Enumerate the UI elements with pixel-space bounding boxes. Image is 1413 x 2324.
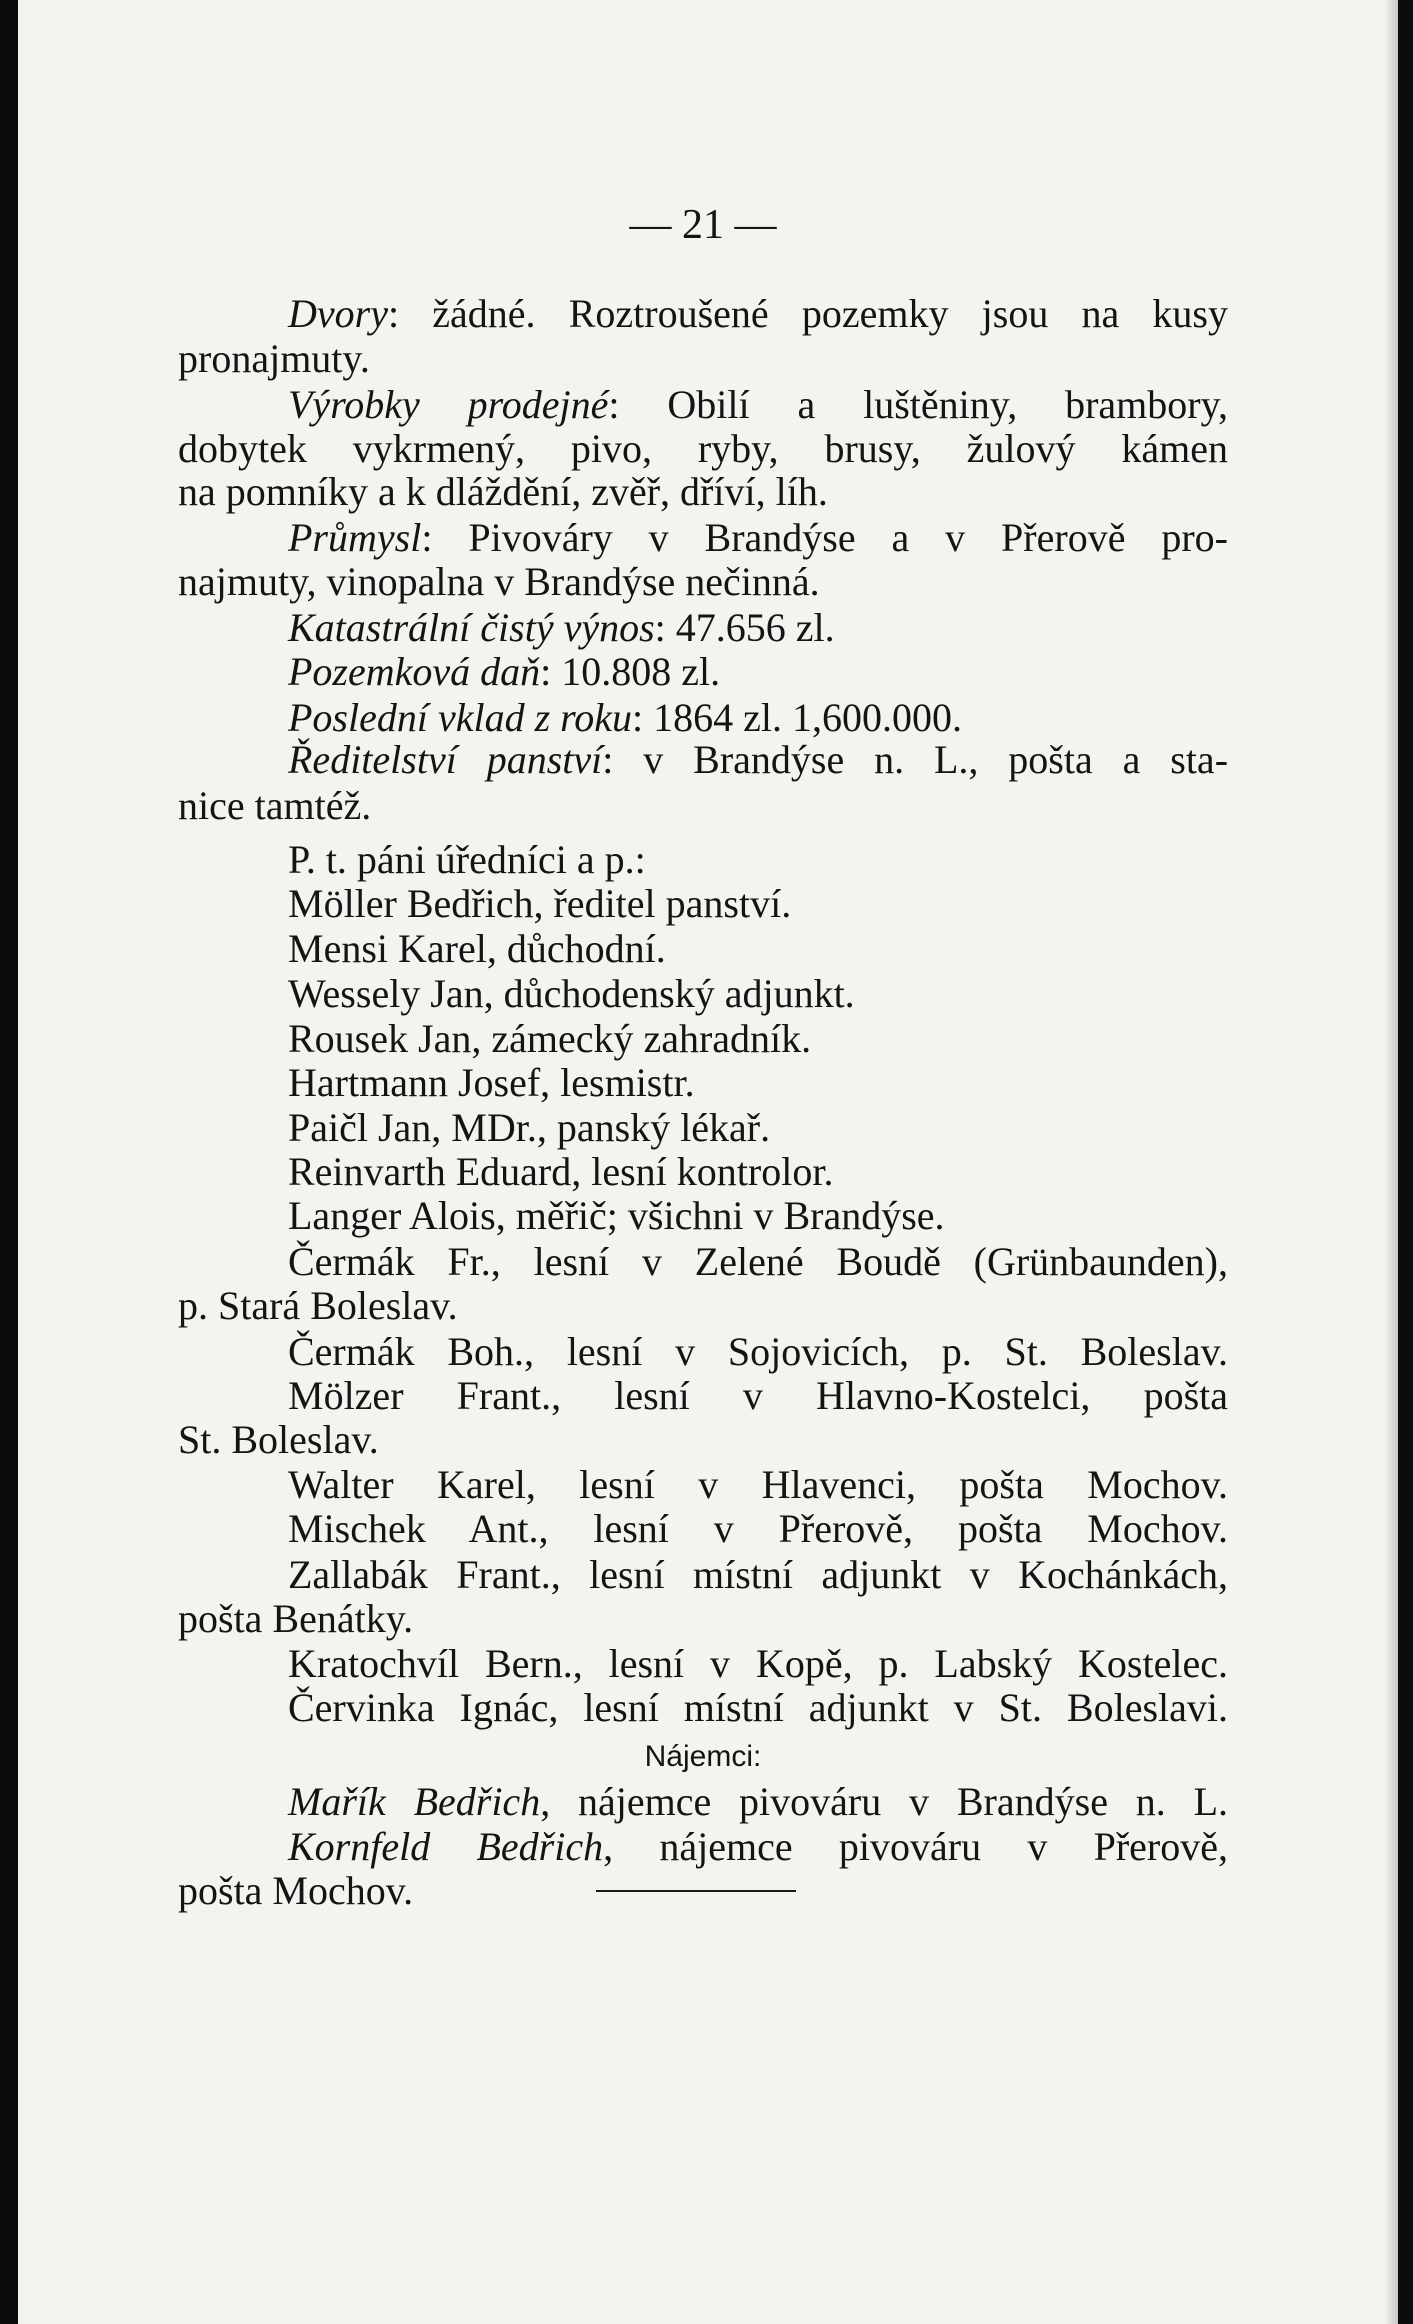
- lines-text: Mölzer Frant., lesní v Hlavno-Kostelci, pošta: [288, 1373, 1228, 1418]
- lines-line: [288, 838, 646, 882]
- lines-text: Zallabák Frant., lesní místní adjunkt v Kochánkách,: [288, 1552, 1228, 1597]
- lines-text: : 47.656 zl.: [654, 605, 835, 650]
- lines-line: [178, 1284, 458, 1328]
- lines-italic-term: Výrobky prodejné: [288, 382, 609, 427]
- najemci_lines-line: [288, 1780, 1228, 1824]
- lines-line: [288, 927, 666, 971]
- lines-italic-term: Katastrální čistý výnos: [288, 605, 655, 650]
- lines-line: [288, 696, 962, 740]
- lines-text: Langer Alois, měřič; všichni v Brandýse.: [288, 1193, 945, 1238]
- lines-line: [288, 650, 720, 694]
- lines-text: Mensi Karel, důchodní.: [288, 926, 666, 971]
- lines-text: pronajmuty.: [178, 336, 370, 381]
- lines-text: najmuty, vinopalna v Brandýse nečinná.: [178, 559, 820, 604]
- lines-text: Reinvarth Eduard, lesní kontrolor.: [288, 1149, 834, 1194]
- najemci_lines-line: [178, 1869, 413, 1913]
- lines-text: : Obilí a luštěniny, brambory,: [608, 382, 1228, 427]
- lines-line: [178, 427, 1228, 471]
- lines-text: Čermák Fr., lesní v Zelené Boudě (Grünbaunden),: [288, 1239, 1228, 1284]
- lines-line: [178, 784, 371, 828]
- najemci_lines-italic-term: Kornfeld Bedřich: [288, 1824, 604, 1869]
- lines-line: [178, 470, 828, 514]
- lines-text: Möller Bedřich, ředitel panství.: [288, 881, 792, 926]
- lines-text: Kratochvíl Bern., lesní v Kopě, p. Labský Kostelec.: [288, 1641, 1228, 1686]
- najemci_lines-italic-term: Mařík Bedřich: [288, 1779, 541, 1824]
- najemci_lines-text: , nájemce pivováru v Přerově,: [603, 1824, 1228, 1869]
- lines-text: : 1864 zl. 1,600.000.: [632, 695, 962, 740]
- lines-line: [288, 1686, 1228, 1730]
- lines-text: Paičl Jan, MDr., panský lékař.: [288, 1105, 771, 1150]
- lines-text: pošta Benátky.: [178, 1596, 414, 1641]
- lines-text: Rousek Jan, zámecký zahradník.: [288, 1016, 812, 1061]
- lines-line: [178, 1418, 379, 1462]
- end-rule: [596, 1890, 796, 1892]
- lines-text: St. Boleslav.: [178, 1417, 379, 1462]
- lines-text: Walter Karel, lesní v Hlavenci, pošta Mochov.: [288, 1462, 1228, 1507]
- lines-text: Červinka Ignác, lesní místní adjunkt v St. Boleslavi.: [288, 1685, 1228, 1730]
- lines-italic-term: Pozemková daň: [288, 649, 541, 694]
- lines-line: [288, 1507, 1228, 1551]
- lines-line: [288, 1642, 1228, 1686]
- lines-text: Mischek Ant., lesní v Přerově, pošta Mochov.: [288, 1506, 1228, 1551]
- lines-italic-term: Dvory: [288, 291, 388, 336]
- lines-text: : 10.808 zl.: [540, 649, 721, 694]
- lines-line: [178, 560, 820, 604]
- lines-line: [288, 292, 1228, 336]
- lines-line: [178, 1597, 413, 1641]
- page-edge-shadow: [1384, 0, 1398, 2324]
- lines-text: P. t. páni úředníci a p.:: [288, 837, 646, 882]
- lines-line: [288, 1330, 1228, 1374]
- lines-line: [288, 516, 1228, 560]
- lines-line: [288, 1374, 1228, 1418]
- lines-line: [288, 1240, 1228, 1284]
- najemci_lines-text: , nájemce pivováru v Brandýse n. L.: [540, 1779, 1228, 1824]
- najemci_lines-line: [288, 1825, 1228, 1869]
- lines-line: [288, 1061, 695, 1105]
- page-number: — 21 —: [629, 202, 777, 248]
- lines-line: [288, 1553, 1228, 1597]
- lines-line: [288, 882, 791, 926]
- lines-text: p. Stará Boleslav.: [178, 1283, 458, 1328]
- lines-line: [288, 972, 855, 1016]
- lines-text: nice tamtéž.: [178, 783, 372, 828]
- lines-text: na pomníky a k dláždění, zvěř, dříví, líh.: [178, 469, 828, 514]
- lines-italic-term: Ředitelství panství: [288, 737, 603, 782]
- lines-text: : Pivováry v Brandýse a v Přerově pro-: [421, 515, 1228, 560]
- lines-text: : žádné. Roztroušené pozemky jsou na kusy: [387, 291, 1228, 336]
- lines-line: [288, 1106, 770, 1150]
- lines-text: dobytek vykrmený, pivo, ryby, brusy, žulový kámen: [178, 426, 1228, 471]
- lines-italic-term: Poslední vklad z roku: [288, 695, 633, 740]
- lines-line: [288, 1194, 945, 1238]
- lines-line: [288, 738, 1228, 782]
- lines-line: [288, 383, 1228, 427]
- book-page: [18, 0, 1398, 2324]
- najemci_lines-text: pošta Mochov.: [178, 1868, 414, 1913]
- lines-line: [288, 1463, 1228, 1507]
- lines-line: [288, 1017, 811, 1061]
- lines-text: : v Brandýse n. L., pošta a sta-: [602, 737, 1229, 782]
- lines-line: [288, 606, 835, 650]
- lines-italic-term: Průmysl: [288, 515, 422, 560]
- lines-text: Hartmann Josef, lesmistr.: [288, 1060, 695, 1105]
- lines-text: Čermák Boh., lesní v Sojovicích, p. St. Boleslav.: [288, 1329, 1228, 1374]
- lines-line: [178, 337, 370, 381]
- lines-line: [288, 1150, 833, 1194]
- lines-text: Wessely Jan, důchodenský adjunkt.: [288, 971, 855, 1016]
- najemci-heading: Nájemci:: [644, 1740, 762, 1773]
